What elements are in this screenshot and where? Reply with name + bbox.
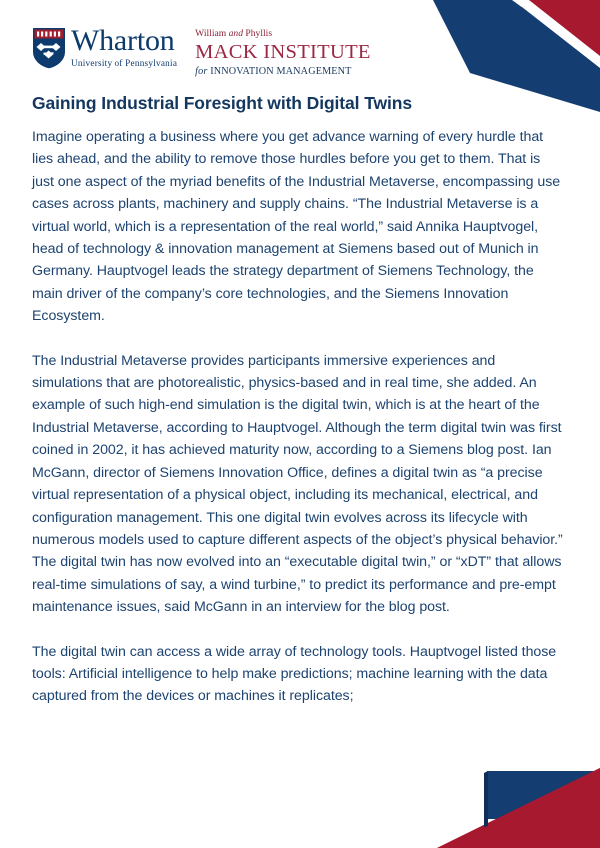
article-paragraph-3: The digital twin can access a wide array of technology tools. Hauptvogel listed those tools: Artificial intelligence to help make predictions; machine learning with the data captured from the devices or machines it replicates; [32, 643, 557, 705]
mack-pre-william: William [195, 28, 227, 39]
crimson-band-bottom-right [437, 768, 600, 848]
mack-tagline [195, 66, 351, 78]
crimson-band-overlay [437, 768, 600, 848]
wharton-logo [32, 26, 177, 69]
navy-parallelogram-bottom-right [487, 768, 600, 819]
wharton-subtitle-pennsylvania: Pennsylvania [125, 58, 178, 68]
wharton-wordmark [71, 26, 177, 69]
mack-pre-phyllis: Phyllis [245, 28, 273, 39]
page-title: Gaining Industrial Foresight with Digital Twins [32, 93, 412, 113]
mack-institute-logo [195, 26, 371, 78]
wharton-name: Wharton [71, 24, 175, 57]
wharton-subtitle-university: University [71, 58, 113, 68]
wharton-subtitle [71, 58, 177, 69]
header-logos [32, 26, 371, 78]
top-right-white-sliver [513, 0, 600, 68]
mack-main-wordmark: MACK INSTITUTE [195, 41, 371, 63]
mack-tagline-for: for [195, 66, 208, 77]
penn-shield-icon [32, 27, 66, 69]
navy-block-edge-shade [484, 771, 488, 827]
article-paragraph-1: Imagine operating a business where you get advance warning of every hurdle that lies ahead, and the ability to remove those hurdles before you get to them. That is just one aspect of the myriad benefits of the Industrial Metaverse, encompassing use cases across plants, machinery and supply chains. “The Industrial Metaverse is a virtual world, which is a representation of the real world,” said Annika Hauptvogel, head of technology & innovation management at Siemens based out of Munich in Germany. Hauptvogel leads the strategy department of Siemens Technology, the main driver of the company’s core technologies, and the Siemens Innovation Ecosystem. [32, 129, 561, 325]
article-paragraph-2: The Industrial Metaverse provides participants immersive experiences and simulations that are photorealistic, physics-based and in real time, she added. An example of such high-end simulation is the digital twin, which is at the heart of the Industrial Metaverse, according to Hauptvogel. Although the term digital twin was first coined in 2002, it has achieved maturity now, according to a Siemens blog post. Ian McGann, director of Siemens Innovation Office, defines a digital twin as “a precise virtual representation of a physical object, including its mechanical, electrical, and configuration management. This one digital twin evolves across its lifecycle with numerous models used to capture different aspects of the object’s physical behavior.” The digital twin has now evolved into an “executable digital twin,” or “xDT” that allows real-time simulations of say, a wind turbine,” to predict its performance and pre-empt maintenance issues, said McGann in an interview for the blog post. [32, 352, 563, 616]
mack-tagline-rest: INNOVATION MANAGEMENT [210, 66, 352, 77]
article-body [32, 92, 564, 708]
mack-pre-line [195, 28, 272, 39]
wharton-subtitle-of: of [114, 58, 123, 68]
mack-pre-and: and [228, 28, 244, 39]
